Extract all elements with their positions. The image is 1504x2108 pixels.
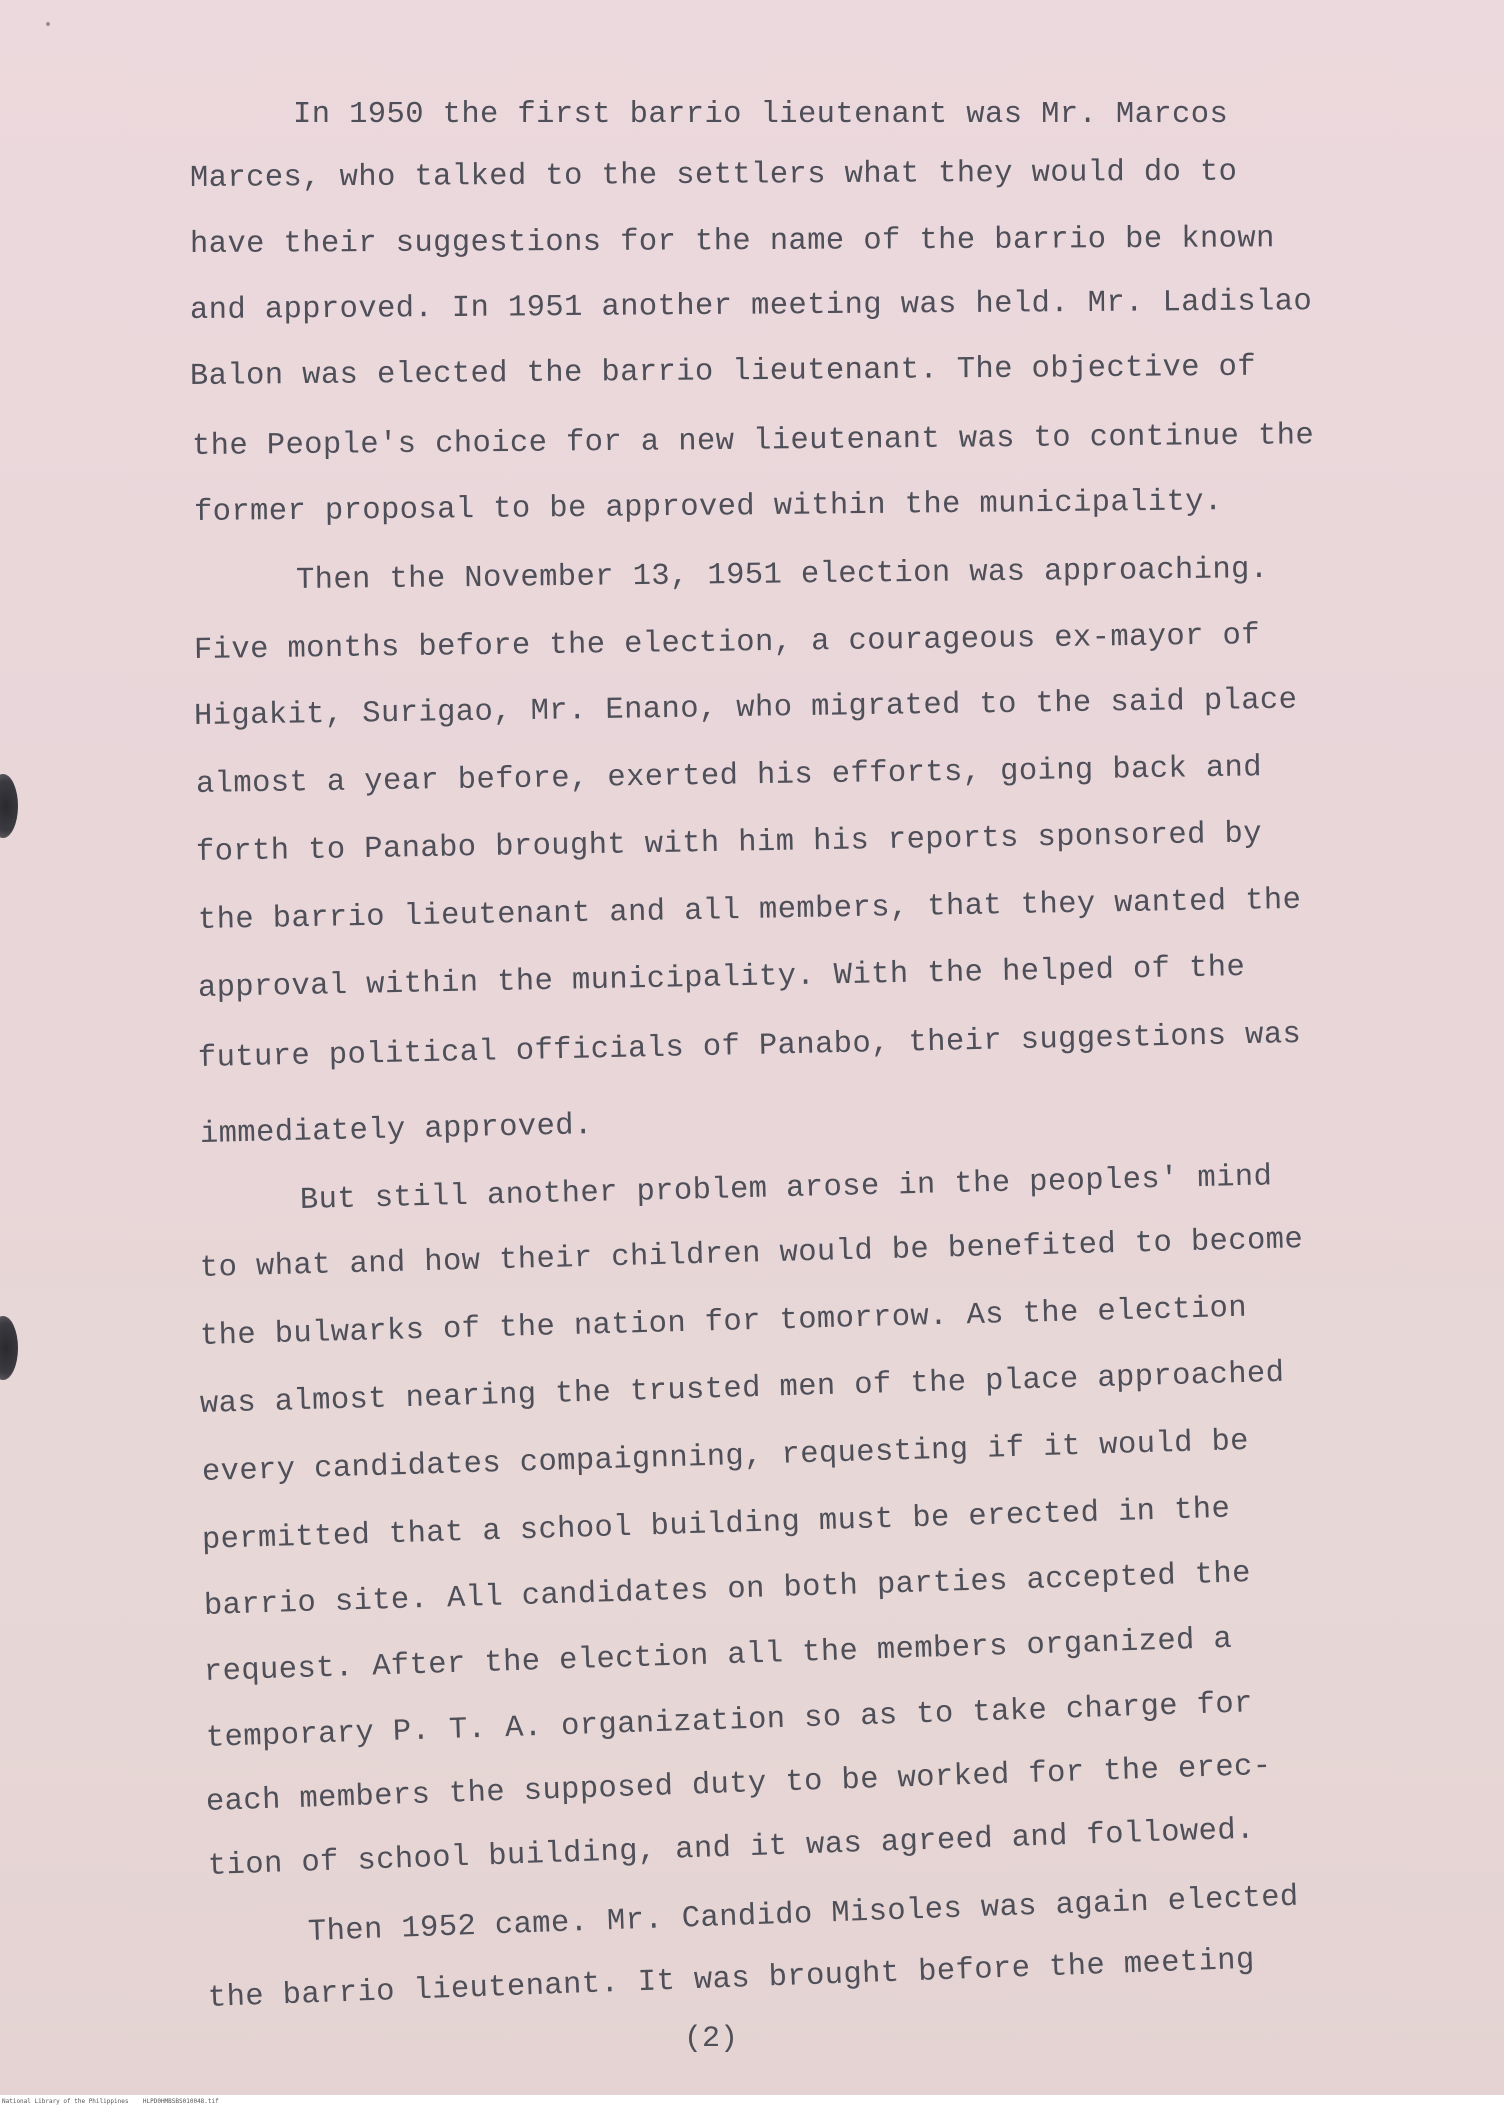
text-line: each members the supposed duty to be worked for the erec- — [205, 1749, 1273, 1820]
text-line: every candidates compaignning, requesting if it would be — [201, 1424, 1250, 1490]
punch-hole-lower — [0, 1316, 18, 1380]
text-line: Higakit, Surigao, Mr. Enano, who migrated to the said place — [193, 683, 1298, 734]
text-line: and approved. In 1951 another meeting was held. Mr. Ladislao — [189, 285, 1313, 328]
text-line: In 1950 the first barrio lieutenant was Mr. Marcos — [293, 98, 1229, 132]
paper-speck — [46, 22, 50, 26]
text-line: temporary P. T. A. organization so as to take charge for — [205, 1687, 1254, 1756]
text-line: have their suggestions for the name of the barrio be known — [189, 222, 1275, 262]
text-line: Balon was elected the barrio lieutenant. The objective of — [189, 350, 1257, 394]
text-line: request. After the election all the members organized a — [203, 1622, 1233, 1690]
text-line: Then 1952 came. Mr. Candido Misoles was again elected — [307, 1880, 1300, 1950]
text-line: tion of school building, and it was agreed and followed. — [207, 1813, 1256, 1884]
text-line: future political officials of Panabo, their suggestions was — [197, 1017, 1302, 1076]
punch-hole-upper — [0, 774, 18, 838]
text-line: the People's choice for a new lieutenant was to continue the — [191, 419, 1315, 464]
text-line: the barrio lieutenant and all members, that they wanted the — [197, 883, 1302, 938]
text-line: almost a year before, exerted his efforts, going back and — [195, 751, 1263, 802]
footer-strip — [0, 2095, 1504, 2108]
text-line: forth to Panabo brought with him his reports sponsored by — [195, 817, 1263, 870]
text-line: Then the November 13, 1951 election was approaching. — [295, 552, 1269, 598]
text-line: immediately approved. — [199, 1109, 594, 1152]
text-line: But still another problem arose in the peoples' mind — [299, 1160, 1273, 1218]
text-line: to what and how their children would be benefited to become — [199, 1223, 1304, 1286]
footer-caption: National Library of the Philippines HLPD0HMBSBS010048.tif — [2, 2098, 219, 2105]
text-line: the barrio lieutenant. It was brought before the meeting — [207, 1943, 1256, 2016]
text-line: the bulwarks of the nation for tomorrow. As the election — [199, 1291, 1248, 1354]
text-line: Five months before the election, a courageous ex-mayor of — [193, 619, 1261, 668]
text-line: approval within the municipality. With the helped of the — [197, 950, 1246, 1006]
page-number: (2) — [684, 2022, 739, 2056]
text-line: was almost nearing the trusted men of the place approached — [199, 1356, 1285, 1422]
text-line: permitted that a school building must be erected in the — [201, 1492, 1231, 1558]
text-line: Marces, who talked to the settlers what they would do to — [189, 155, 1238, 196]
text-line: barrio site. All candidates on both parties accepted the — [203, 1557, 1252, 1624]
text-line: former proposal to be approved within the municipality. — [193, 485, 1223, 530]
